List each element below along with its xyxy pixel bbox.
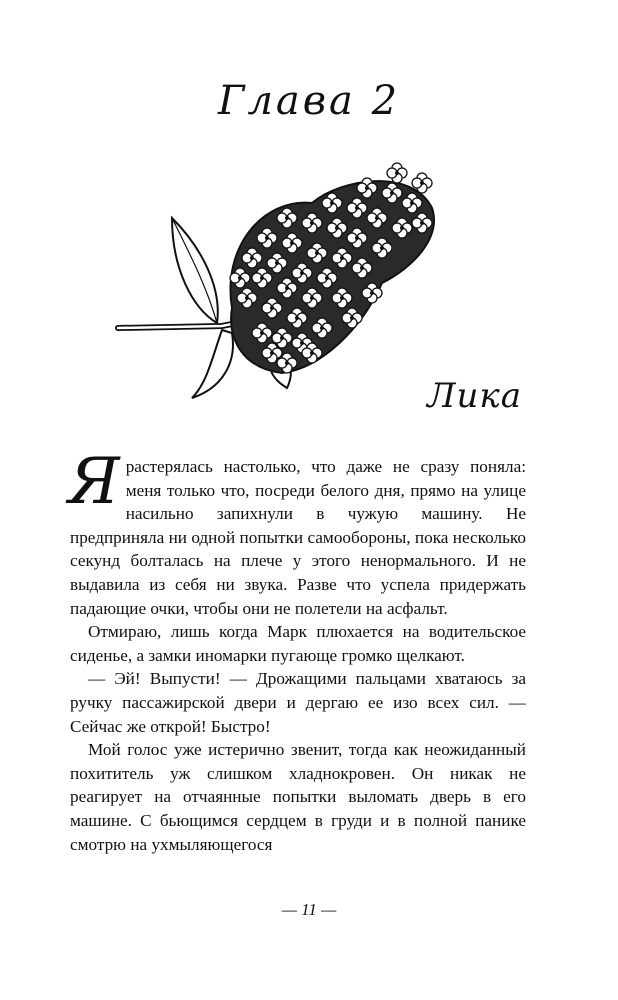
page-number: — 11 —	[281, 900, 337, 919]
lilac-branch-illustration	[112, 158, 452, 408]
pov-character-name: Лика	[427, 376, 522, 416]
paragraph: Мой голос уже истерично звенит, тогда как неожиданный похититель уж слишком хладнокровен. Он никак не реагирует на отчаянные попытки выломать дверь в его машине. С бьющимся сердцем в груди и в полной панике смотрю на ухмыляющегося	[70, 740, 526, 854]
paragraph: Отмираю, лишь когда Марк плюхается на водительское сиденье, а замки иномарки пугающе громко щелкают.	[70, 622, 526, 665]
paragraph: — Эй! Выпусти! — Дрожащими пальцами хватаюсь за ручку пассажирской двери и дергаю ее изо всех сил. — Сейчас же открой! Быстро!	[70, 669, 526, 736]
drop-cap: Я	[68, 445, 120, 519]
paragraph-text: растерялась настолько, что даже не сразу поняла: меня только что, посреди белого дня, прямо на улице насильно запихнули в чужую машину. Не предприняла ни одной попытки самообороны, пока несколько секунд болталась на плече у этого ненормального. И не выдавила из себя ни звука. Разве что успела придержать падающие очки, чтобы они не полетели на асфальт.	[70, 457, 526, 618]
chapter-title: Глава 2	[217, 78, 401, 124]
paragraph	[68, 445, 526, 620]
chapter-body	[68, 445, 526, 856]
